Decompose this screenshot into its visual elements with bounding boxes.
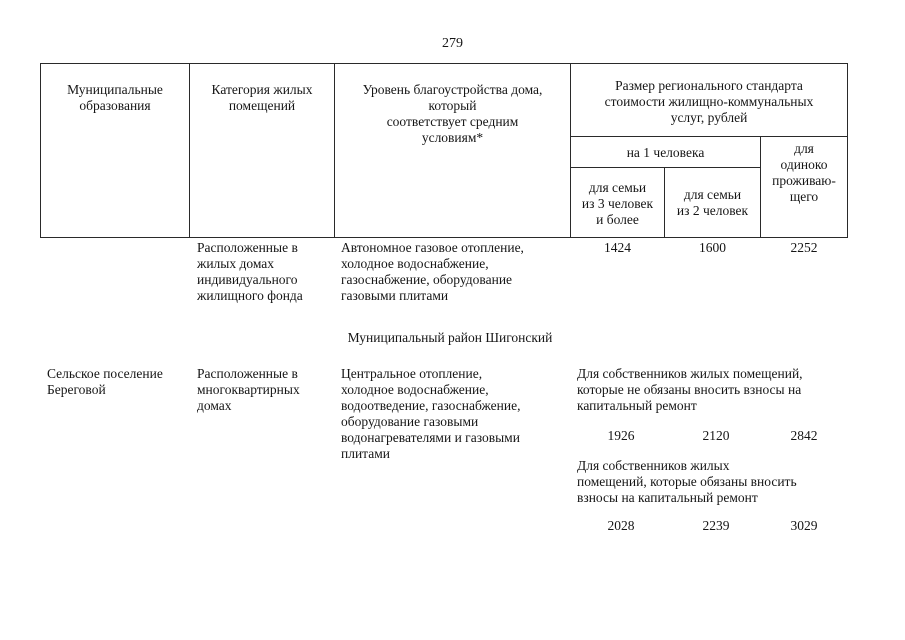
row1-level: Автономное газовое отопление, холодное водоснабжение, газоснабжение, оборудование газовыми плитами	[341, 240, 524, 303]
row2-municipality: Сельское поселение Береговой	[47, 366, 163, 397]
row2-a-value-single: 2842	[790, 428, 818, 443]
row1-value-family3: 1424	[604, 240, 631, 255]
header-level: Уровень благоустройства дома, который соответствует средним условиям*	[362, 82, 543, 145]
header-family3: для семьи из 3 человек и более	[581, 180, 654, 227]
header-per-person: на 1 человека	[626, 145, 705, 160]
row1-value-family2: 1600	[699, 240, 726, 255]
row2-a-value-family2: 2120	[702, 428, 730, 443]
header-size: Размер регионального стандарта стоимости жилищно-коммунальных услуг, рублей	[604, 78, 814, 125]
row1-value-single: 2252	[790, 240, 818, 255]
row2-note-b: Для собственников жилых помещений, которые обязаны вносить взносы на капитальный ремонт	[577, 458, 797, 505]
row2-level: Центральное отопление, холодное водоснабжение, водоотведение, газоснабжение, оборудование газовыми водонагревателями и газовыми плитами	[341, 366, 521, 461]
row2-note-a: Для собственников жилых помещений, которые не обязаны вносить взносы на капитальный ремонт	[577, 366, 803, 413]
row1-category: Расположенные в жилых домах индивидуального жилищного фонда	[197, 240, 303, 303]
row2-a-value-family3: 1926	[607, 428, 635, 443]
row2-b-value-family3: 2028	[607, 518, 635, 533]
row2-b-value-single: 3029	[790, 518, 818, 533]
header-municipality: Муниципальные образования	[67, 82, 163, 113]
header-family2: для семьи из 2 человек	[676, 187, 749, 218]
row2-b-value-family2: 2239	[702, 518, 730, 533]
header-single: для одиноко проживаю- щего	[772, 141, 836, 204]
page-number: 279	[442, 36, 463, 51]
district-title: Муниципальный район Шигонский	[347, 330, 553, 345]
header-category: Категория жилых помещений	[211, 82, 313, 113]
row2-category: Расположенные в многоквартирных домах	[197, 366, 300, 413]
